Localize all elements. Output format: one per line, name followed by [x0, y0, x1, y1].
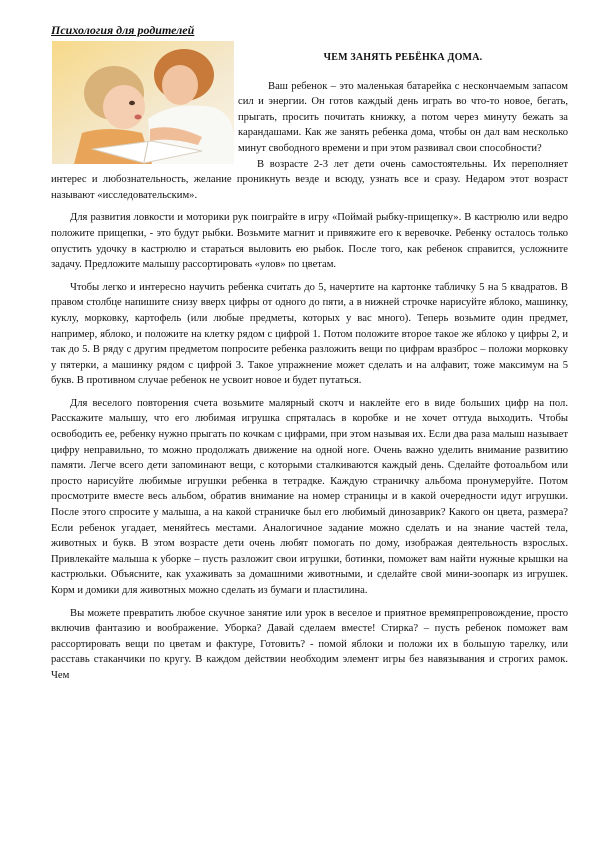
section-header: Психология для родителей: [51, 23, 195, 37]
paragraph-4: Чтобы легко и интересно научить ребенка считать до 5, начертите на картонке табличку 5 на 5 квадратов. В правом столбце напишите снизу вверх цифры от одного до пяти, а в нижней строчке нарисуйте яблоко, машинку, куклу, морковку, картофель (или любые предметы, которых у вас много). Теперь возьмите один предмет, например, яблоко, и положите на клетку рядом с цифрой 1. Потом положите второе такое же яблоко у цифры 2, и так до 5. В ряду с другим предметом попросите ребенка разложить вещи по цифрам вразброс – положи морковку у пятерки, а машинку рядом с цифрой 3. Такое упражнение может сделать и на алфавит, тоже максимум на 5 букв. В противном случае ребенок не усвоит новое и будет путаться.: [51, 281, 568, 387]
photo-wrap-space: [51, 50, 238, 170]
paragraph-2: В возрасте 2-3 лет дети очень самостоятельны. Их переполняет интерес и любознательность, желание проникнуть везде и всюду, узнать все и сразу. Недаром этот возраст называют «исследовательским».: [51, 158, 568, 201]
paragraph-1: Ваш ребенок – это маленькая батарейка с нескончаемым запасом сил и энергии. Он готов каждый день играть во что-то новое, бегать, прыгать, просить почитать книжку, а потом через минуту бежать за карандашами. Как же занять ребенка дома, чтобы он дал вам несколько минут свободного времени и при этом развивал свои способности?: [238, 80, 568, 154]
paragraph-5: Для веселого повторения счета возьмите малярный скотч и наклейте его в виде больших цифр на пол. Расскажите малышу, что его любимая игрушка спряталась в коробке и не хочет оттуда выходить. Чтобы освободить ее, ребенку нужно прыгать по кочкам с цифрами, при этом называя их. Если два раза малыш называет цифру неправильно, то можно продолжать движение на одной ноге. Очень важно уделить внимание развитию памяти. Легче всего дети запоминают вещи, с которыми сталкиваются каждый день. Сделайте фотоальбом или просто нарисуйте любимые игрушки ребенка в тетрадке. Каждую страничку альбома пронумеруйте. Потом просмотрите вместе весь альбом, обратив внимание на номер страницы и в какой очередности идут игрушки. После этого спросите у малыша, а на какой страничке был его любимый динозаврик? Какого он цвета, размера? Если ребенок угадает, меняйтесь местами. Аналогичное задание можно сделать и на знание частей тела, животных и букв. В этом возрасте дети очень любят помогать по дому, изображая деятельность взрослых. Привлекайте малыша к уборке – пусть разложит свои игрушки, ботинки, поможет вам найти нужные крышки на кастрюльки. Объясните, как ухаживать за домашними животными, и сделайте свой мини-зоопарк из игрушек. Корм и домики для животных можно сделать из бумаги и пластилина.: [51, 397, 568, 596]
article-title: ЧЕМ ЗАНЯТЬ РЕБЁНКА ДОМА.: [323, 52, 483, 63]
paragraph-3: Для развития ловкости и моторики рук поиграйте в игру «Поймай рыбку-прищепку». В кастрюлю или ведро положите прищепки, - это будут рыбки. Возьмите магнит и привяжите его к веревочке. Ребенку осталось только опустить удочку в кастрюлю и стараться выловить ею рыбок. После того, как ребенок справится, усложните задачу. Предложите малышу рассортировать «улов» по цветам.: [51, 212, 568, 271]
paragraph-6: Вы можете превратить любое скучное занятие или урок в веселое и приятное времяпрепровождение, просто включив фантазию и воображение. Уборка? Давай сделаем вместе! Стирка? – пусть ребенок поможет вам рассортировать вещи по цветам и фактуре, Готовить? - помой яблоки и положи их в большую тарелку, или расставь стаканчики по кругу. В каждом действии необходим элемент игры без навязывания и строгих рамок. Чем: [51, 607, 568, 681]
article-body: [51, 50, 568, 691]
